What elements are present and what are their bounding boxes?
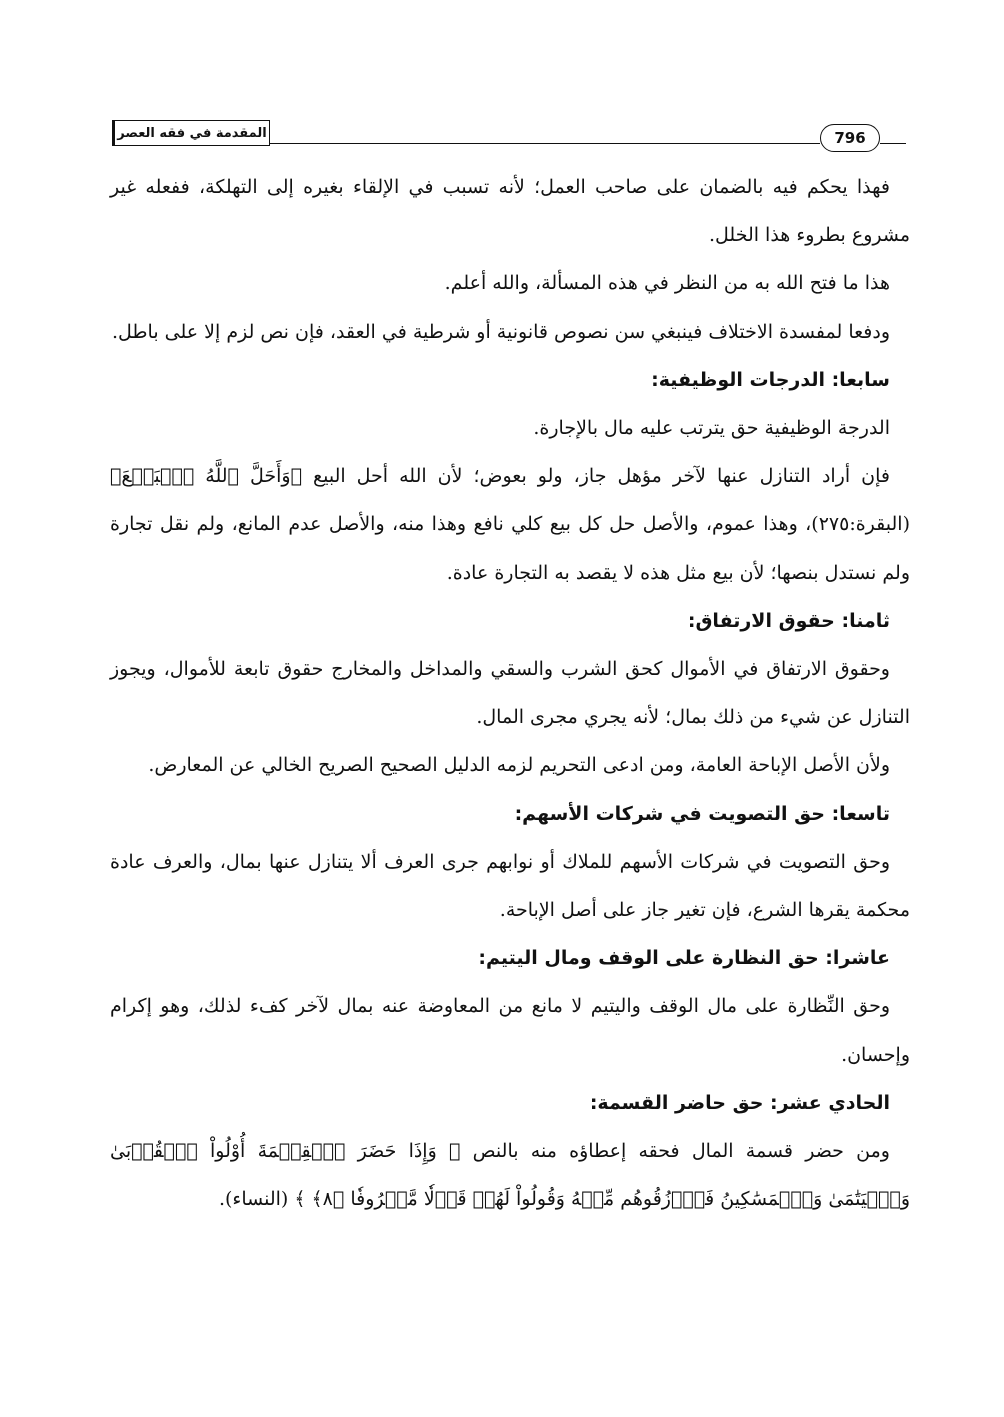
heading-easement-rights: ثامنا: حقوق الارتفاق: — [687, 609, 890, 632]
header-rule — [270, 143, 820, 144]
paragraph-conclusion: هذا ما فتح الله به من النظر في هذه المسألة، والله أعلم. — [444, 272, 890, 295]
running-header-book-title — [112, 120, 270, 146]
heading-job-grades: سابعا: الدرجات الوظيفية: — [651, 368, 890, 391]
heading-voting-rights: تاسعا: حق التصويت في شركات الأسهم: — [514, 802, 890, 825]
page-number-badge — [820, 124, 880, 152]
page-number: 796 — [834, 129, 866, 147]
header-rule-right — [880, 143, 906, 144]
book-title: المقدمة في فقه العصر — [117, 125, 267, 141]
paragraph-inheritance-division: ومن حضر قسمة المال فحقه إعطاؤه منه بالنص ﴿ وَإِذَا حَضَرَ ٱلۡقِسۡمَةَ أُوْلُواْ ٱلۡقُرۡبَىٰ وَٱلۡيَتَٰمَىٰ وَٱلۡمَسَٰكِينُ فَٱرۡزُقُوهُم مِّنۡهُ وَقُولُواْ لَهُمۡ قَوۡلٗا مَّعۡرُوفٗا ﴿٨﴾ ﴾ (النساء). — [110, 1140, 910, 1211]
page-body — [110, 163, 910, 1223]
heading-custodianship: عاشرا: حق النظارة على الوقف ومال اليتيم: — [478, 947, 890, 970]
paragraph-custodianship: وحق النِّظارة على مال الوقف واليتيم لا مانع من المعاوضة عنه بمال لآخر كفء لذلك، وهو إكرام وإحسان. — [110, 995, 910, 1066]
paragraph-permissibility-principle: ولأن الأصل الإباحة العامة، ومن ادعى التحريم لزمه الدليل الصحيح الصريح الخالي عن المعارض. — [148, 754, 890, 777]
paragraph-easement-rights: وحقوق الارتفاق في الأموال كحق الشرب والسقي والمداخل والمخارج حقوق تابعة للأموال، ويجوز التنازل عن شيء من ذلك بمال؛ لأنه يجري مجرى المال. — [110, 658, 910, 729]
heading-inheritance-division: الحادي عشر: حق حاضر القسمة: — [589, 1091, 890, 1114]
paragraph-voting-rights: وحق التصويت في شركات الأسهم للملاك أو نوابهم جرى العرف ألا يتنازل عنها بمال، والعرف عادة محكمة يقرها الشرع، فإن تغير جاز على أصل الإباحة. — [110, 850, 910, 922]
paragraph-liability: فهذا يحكم فيه بالضمان على صاحب العمل؛ لأنه تسبب في الإلقاء بغيره إلى التهلكة، ففعله غير مشروع بطروء هذا الخلل. — [110, 176, 910, 247]
paragraph-job-grade-definition: الدرجة الوظيفية حق يترتب عليه مال بالإجارة. — [533, 417, 890, 440]
paragraph-job-grade-transfer: فإن أراد التنازل عنها لآخر مؤهل جاز، ولو بعوض؛ لأن الله أحل البيع ﴿وَأَحَلَّ ٱللَّهُ ٱلۡبَيۡعَ﴾ (البقرة:٢٧٥)، وهذا عموم، والأصل حل كل بيع كلي نافع وهذا منه، والأصل عدم المانع، ولم نقل تجارة ولم نستدل بنصها؛ لأن بيع مثل هذه لا يقصد به التجارة عادة. — [110, 465, 910, 584]
paragraph-legal-texts: ودفعا لمفسدة الاختلاف فينبغي سن نصوص قانونية أو شرطية في العقد، فإن نص لزم إلا على باطل. — [112, 320, 890, 343]
